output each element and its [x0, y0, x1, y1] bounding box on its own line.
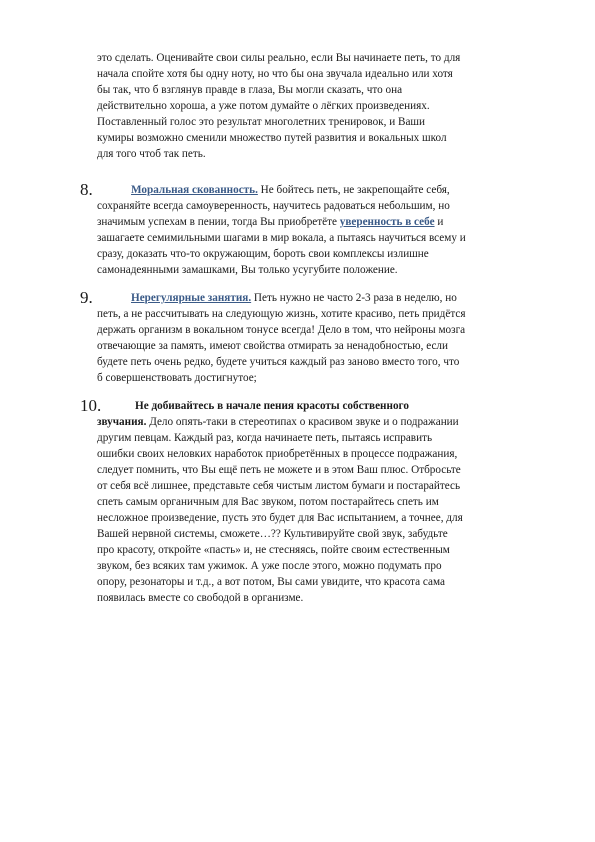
item-9-line-1-text: Петь нужно не часто 2-3 раза в неделю, но — [251, 292, 457, 304]
item-10-line: спеть самым органичным для Вас звуком, потом постарайтесь спеть им — [97, 496, 439, 508]
item-8-line-3-end: и — [434, 216, 444, 228]
item-10-line: появилась вместе со свободой в организме. — [97, 592, 304, 604]
item-8-line-3-text: значимым успехам в пении, тогда Вы приобретёте — [97, 216, 340, 228]
item-9-line-1 — [97, 290, 537, 306]
list-number-8: 8. — [80, 180, 93, 199]
item-8-line: самонадеянными замашками, Вы только усугубите положение. — [97, 264, 398, 276]
item-10-line-2 — [97, 414, 537, 430]
item-8-title-link[interactable]: Моральная скованность. — [131, 184, 258, 196]
item-10-line: Вашей нервной системы, сможете…?? Культивируйте свой звук, забудьте — [97, 528, 448, 540]
item-9-line: отвечающие за память, имеют свойства отмирать за ненадобностью, если — [97, 340, 449, 352]
item-10-paragraph — [97, 398, 537, 606]
item-8-line: сохраняйте всегда самоуверенность, научитесь радоваться небольшим, но — [97, 200, 450, 212]
item-9-paragraph — [97, 290, 537, 386]
item-9-line: будете петь очень редко, будете учиться каждый раз заново вместо того, что — [97, 356, 460, 368]
item-9-line: петь, а не рассчитывать на следующую жизнь, хотите красиво, петь придётся — [97, 308, 466, 320]
item-9-line: держать организм в вокальном тонусе всегда! Дело в том, что нейроны мозга — [97, 324, 466, 336]
item-10-line-1 — [97, 398, 537, 414]
item-8-line-3 — [97, 214, 537, 230]
list-number-9: 9. — [80, 288, 93, 307]
intro-line: Поставленный голос это результат многолетних тренировок, и Ваши — [97, 116, 426, 128]
item-10-title: Не добивайтесь в начале пения красоты собственного — [135, 400, 409, 412]
intro-paragraph — [97, 50, 537, 162]
intro-line: начала спойте хотя бы одну ноту, но что бы она звучала идеально или хотя — [97, 68, 453, 80]
item-10-line: ошибки своих неловких наработок приобретённых в процессе подражания, — [97, 448, 458, 460]
intro-line: для того чтоб так петь. — [97, 148, 206, 160]
item-10-line: про красоту, откройте «пасть» и, не стесняясь, пойте своим естественным — [97, 544, 450, 556]
item-9-line: б совершенствовать достигнутое; — [97, 372, 257, 384]
intro-line: бы так, что б взглянув правде в глаза, Вы могли сказать, что она — [97, 84, 403, 96]
item-10-line: звуком, без всяких там ужимок. А уже после этого, можно подумать про — [97, 560, 442, 572]
item-10-line-2-text: Дело опять-таки в стереотипах о красивом звуке и о подражании — [146, 416, 459, 428]
self-confidence-link[interactable]: уверенность в себе — [339, 216, 435, 228]
item-8-line-1 — [97, 182, 537, 198]
item-10-line: другим певцам. Каждый раз, когда начинаете петь, пытаясь исправить — [97, 432, 433, 444]
item-8-line: зашагаете семимильными шагами в мир вокала, а пытаясь научиться всему и — [97, 232, 466, 244]
item-10-title-end: звучания. — [97, 416, 147, 428]
item-8-line-1-text: Не бойтесь петь, не закрепощайте себя, — [257, 184, 450, 196]
intro-line: это сделать. Оценивайте свои силы реально, если Вы начинаете петь, то для — [97, 52, 461, 64]
item-8-line: сразу, доказать что-то окружающим, бороть свои комплексы излишне — [97, 248, 429, 260]
item-10-line: следует помнить, что Вы ещё петь не можете и в этом Ваш плюс. Отбросьте — [97, 464, 461, 476]
item-9-title-link[interactable]: Нерегулярные занятия. — [131, 292, 252, 304]
item-10-line: несложное произведение, пусть это будет для Вас испытанием, а точнее, для — [97, 512, 463, 524]
item-10-line: от себя всё лишнее, представьте себя чистым листом бумаги и постарайтесь — [97, 480, 461, 492]
item-10-line: опору, резонаторы и т.д., а вот потом, Вы сами увидите, что красота сама — [97, 576, 445, 588]
intro-line: кумиры возможно сменили множество путей развития и вокальных школ — [97, 132, 447, 144]
intro-line: действительно хороша, а уже потом думайте о лёгких произведениях. — [97, 100, 430, 112]
item-8-paragraph — [97, 182, 537, 278]
list-number-10: 10. — [80, 396, 102, 415]
